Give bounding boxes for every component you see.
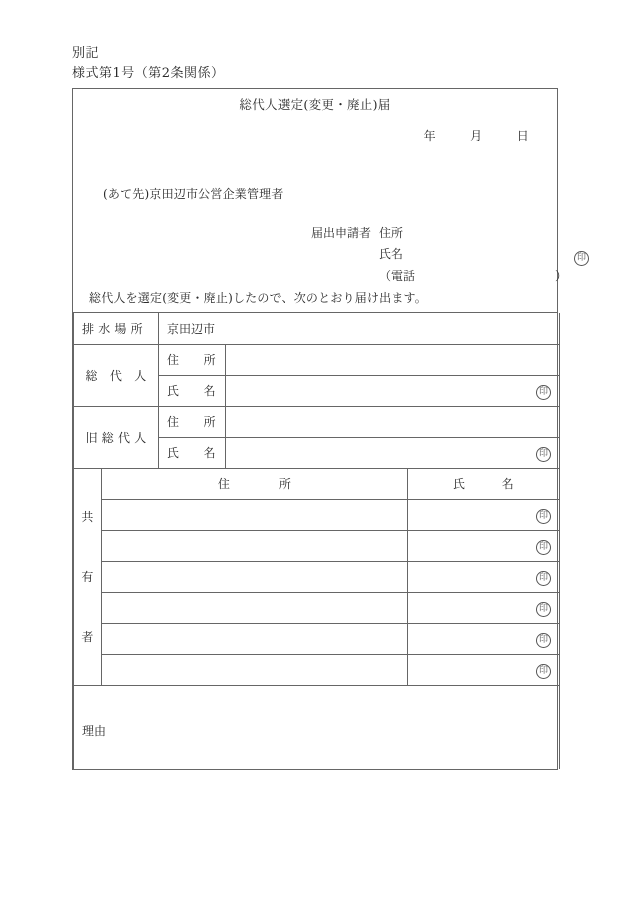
representative-address-value-cell[interactable] (226, 344, 560, 375)
co-owner-address-cell[interactable] (102, 499, 408, 530)
applicant-name-label: 氏名 (379, 247, 404, 261)
date-year-label: 年 (423, 129, 436, 143)
applicant-seal-slot (439, 244, 591, 266)
former-representative-address-label: 住 所 (167, 415, 216, 429)
heading-line-1: 別記 (72, 46, 100, 61)
table-row-representative-address (74, 344, 560, 375)
form-frame (72, 88, 586, 770)
co-owner-name-cell[interactable] (408, 561, 560, 592)
applicant-name-row (311, 244, 591, 266)
document-heading (72, 44, 225, 84)
co-owners-name-header-cell (408, 468, 560, 499)
drain-place-value-cell[interactable]: 京田辺市 (159, 313, 560, 344)
table-row-co-owner (74, 499, 560, 530)
phone-open-label: （電話 (379, 269, 416, 283)
table-row-drain-place (74, 313, 560, 344)
co-owner-address-cell[interactable] (102, 623, 408, 654)
co-owner-address-cell[interactable] (102, 592, 408, 623)
former-representative-name-value-cell[interactable] (226, 437, 560, 468)
co-owner-name-cell[interactable] (408, 499, 560, 530)
representative-label-cell: 総 代 人 (74, 344, 159, 406)
table-row-co-owner (74, 654, 560, 685)
co-owners-address-header-cell (102, 468, 408, 499)
date-day-label: 日 (516, 129, 529, 143)
co-owner-name-cell[interactable] (408, 654, 560, 685)
co-owner-address-cell[interactable] (102, 561, 408, 592)
representative-address-label-cell (159, 344, 226, 375)
co-owner-name-cell[interactable] (408, 592, 560, 623)
form-preamble (73, 89, 586, 313)
former-representative-name-label-cell (159, 437, 226, 468)
date-month-label: 月 (470, 129, 483, 143)
former-representative-address-label-cell (159, 406, 226, 437)
table-row-co-owners-header (74, 468, 560, 499)
heading-line-2: 様式第1号（第2条関係） (72, 66, 225, 82)
form-table (73, 313, 560, 769)
seal-icon: 印 (536, 571, 551, 586)
co-owner-name-cell[interactable] (408, 623, 560, 654)
table-row-co-owner (74, 530, 560, 561)
seal-icon: 印 (536, 633, 551, 648)
representative-name-value-cell[interactable] (226, 375, 560, 406)
applicant-phone-row (311, 266, 591, 287)
co-owners-name-header: 氏 名 (452, 477, 514, 491)
co-owners-side-label-cell (74, 468, 102, 685)
co-owner-address-cell[interactable] (102, 530, 408, 561)
applicant-block (311, 223, 591, 287)
statement-line: 総代人を選定(変更・廃止)したので、次のとおり届け出ます。 (89, 291, 427, 305)
former-representative-label-cell: 旧 総 代 人 (74, 406, 159, 468)
co-owner-name-cell[interactable] (408, 530, 560, 561)
drain-place-label: 排 水 場 所 (82, 321, 143, 336)
table-row-co-owner (74, 561, 560, 592)
drain-place-label-cell (74, 313, 159, 344)
seal-icon: 印 (536, 602, 551, 617)
reason-cell[interactable] (74, 685, 560, 769)
applicant-address-row (311, 223, 591, 244)
form-title: 総代人選定(変更・廃止)届 (239, 97, 391, 112)
table-row-co-owner (74, 623, 560, 654)
co-owners-side-char-1: 共 (81, 510, 94, 524)
seal-icon: 印 (536, 540, 551, 555)
date-line (424, 127, 529, 144)
applicant-label: 届出申請者 (311, 226, 372, 240)
table-row-reason (74, 685, 560, 769)
representative-address-label: 住 所 (167, 353, 216, 367)
co-owners-side-char-3: 者 (81, 630, 94, 644)
seal-icon: 印 (536, 509, 551, 524)
table-row-former-representative-address (74, 406, 560, 437)
addressee-line: (あて先)京田辺市公営企業管理者 (103, 187, 284, 201)
seal-icon: 印 (536, 385, 551, 400)
former-representative-name-label: 氏 名 (167, 446, 216, 460)
applicant-address-label: 住所 (379, 226, 404, 240)
table-row-co-owner (74, 592, 560, 623)
phone-close-label: ） (555, 269, 568, 283)
seal-icon: 印 (536, 447, 551, 462)
representative-name-label: 氏 名 (167, 384, 216, 398)
seal-icon: 印 (574, 251, 589, 266)
co-owners-address-header: 住 所 (217, 477, 292, 491)
co-owner-address-cell[interactable] (102, 654, 408, 685)
seal-icon: 印 (536, 664, 551, 679)
former-representative-address-value-cell[interactable] (226, 406, 560, 437)
co-owners-side-char-2: 有 (81, 570, 94, 584)
reason-label: 理由 (82, 723, 107, 738)
representative-name-label-cell (159, 375, 226, 406)
